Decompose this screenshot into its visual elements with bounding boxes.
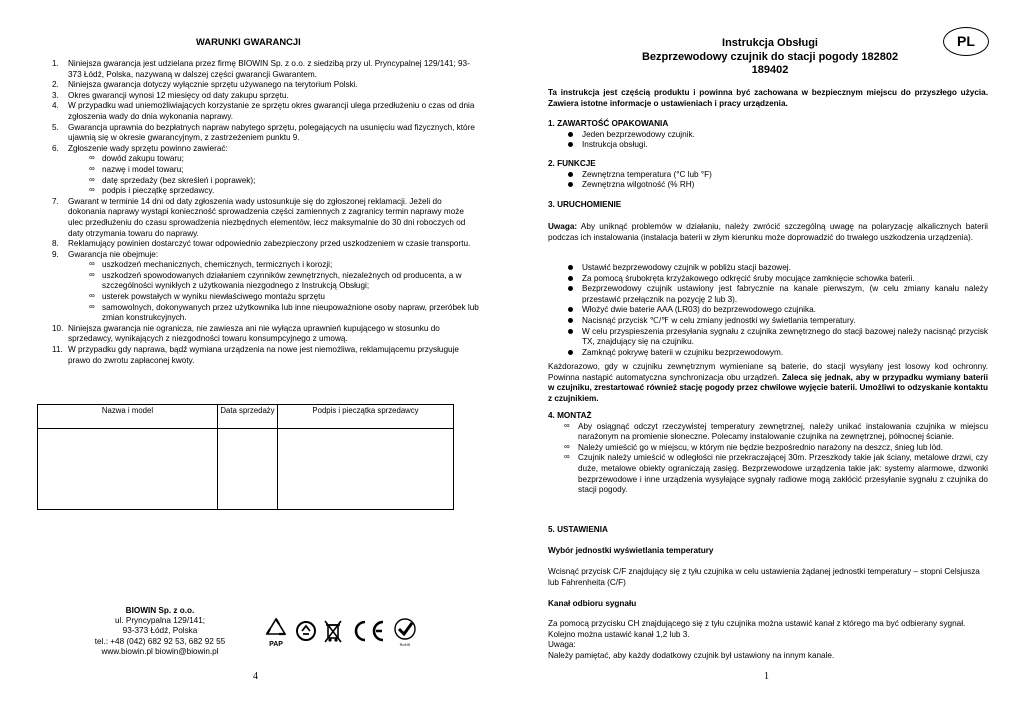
- section-functions: [548, 159, 988, 191]
- list-item: Instrukcja obsługi.: [568, 140, 988, 151]
- infinity-bullet-icon: ∞: [564, 441, 570, 451]
- sub-item: ∞ uszkodzeń spowodowanych działaniem czynników zewnętrznych, niezależnych od producenta, a w szczególności wynikłych z użytkowania niezgodnego z Instrukcją Obsługi;: [89, 269, 462, 291]
- date-cell[interactable]: [218, 429, 278, 510]
- infinity-bullet-icon: ∞: [89, 269, 95, 279]
- warranty-item: 3. Okres gwarancji wynosi 12 miesięcy od daty zakupu sprzętu.: [52, 90, 289, 100]
- weee-bin-icon: [323, 619, 343, 647]
- certification-icons: [263, 617, 417, 648]
- startup-steps: [548, 263, 988, 358]
- sub-item: ∞ nazwę i model towaru;: [89, 163, 184, 174]
- section-startup-title: 3. URUCHOMIENIE: [548, 200, 622, 209]
- section-mounting: [548, 411, 988, 496]
- exclusions-list: [68, 260, 480, 324]
- bullet-icon: [568, 318, 573, 323]
- infinity-bullet-icon: ∞: [89, 153, 95, 163]
- claim-requirements-list: [68, 154, 480, 196]
- sub-item: ∞ samowolnych, dokonywanych przez użytkownika lub inne nieupoważnione osoby napraw, przeróbek lub zmian konstrukcyjnych.: [89, 301, 479, 323]
- seller-form-table: [37, 404, 454, 510]
- list-item: ∞ Należy umieścić go w miejscu, w którym nie będzie bezpośrednio narażony na deszcz, śnieg lub lód.: [564, 441, 943, 452]
- sub-item: ∞ dowód zakupu towaru;: [89, 153, 184, 164]
- warranty-item: 10. Niniejsza gwarancja nie ogranicza, nie zawiesza ani nie wyłącza uprawnień kupującego w stosunku do sprzedawcy, wynikających z niezgodności towaru konsumpcyjnego z umową.: [52, 323, 440, 344]
- company-phone: tel.: +48 (042) 682 92 53, 682 92 55: [94, 636, 226, 646]
- company-web: www.biowin.pl biowin@biowin.pl: [101, 646, 219, 656]
- bullet-icon: [568, 329, 573, 334]
- intro-text: Ta instrukcja jest częścią produktu i powinna być zachowana w bezpiecznym miejscu do przyszłego użycia. Zawiera istotne informacje o ustawieniach i pracy urządzenia.: [548, 88, 988, 108]
- company-address: [70, 606, 250, 657]
- unit-text: Wcisnąć przycisk C/F znajdujący się z tyłu czujnika w celu ustawienia żądanej jednostki temperatury – stopni Celsjusza lub Fahrenheita (C/F): [548, 567, 980, 587]
- infinity-bullet-icon: ∞: [89, 163, 95, 173]
- warranty-item: 1. Niniejsza gwarancja jest udzielana przez firmę BIOWIN Sp. z o.o. z siedzibą przy ul. Pryncypalnej 129/141; 93-373 Łódź, Polska, nazywaną w dalszej części gwarancji Gwarantem.: [52, 59, 470, 79]
- bullet-icon: [568, 276, 573, 281]
- bullet-icon: [568, 172, 573, 177]
- manual-title: Instrukcja Obsługi Bezprzewodowy czujnik do stacji pogody 182802 189402: [641, 37, 899, 76]
- channel-text: Za pomocą przycisku CH znajdującego się z tyłu czujnika można ustawić kanał z którego ma być odbierany sygnał. Kolejno można ustawić kanał 1,2 lub 3. Uwaga: Należy pamiętać, aby każdy dodatkowy czujnik był ustawiony na innym kanale.: [548, 619, 966, 660]
- list-item: Włożyć dwie baterie AAA (LR03) do bezprzewodowego czujnika.: [568, 305, 988, 316]
- bullet-icon: [568, 142, 573, 147]
- ce-mark-icon: [349, 619, 387, 647]
- list-item: Zewnętrzna temperatura (°C lub °F): [568, 170, 988, 181]
- startup-warning: Uwaga: Aby uniknąć problemów w działaniu, należy zwrócić szczególną uwagę na polaryzację alkalicznych baterii podczas ich instalowania (instalacja baterii w złym kierunku może doprowadzić do trwałego uszkodzenia urządzenia).: [548, 222, 988, 242]
- bullet-icon: [568, 132, 573, 137]
- section-title: 1. ZAWARTOŚĆ OPAKOWANIA: [548, 119, 669, 128]
- sub-item: ∞ usterek powstałych w wyniku niewłaściwego montażu sprzętu: [89, 291, 325, 302]
- header-date: Data sprzedaży: [218, 405, 278, 429]
- unit-heading: Wybór jednostki wyświetlania temperatury: [548, 546, 714, 555]
- list-item: ∞ Czujnik należy umieścić w odległości nie przekraczającej 30m. Przeszkody takie jak ściany, metalowe drzwi, czy duże, metalowe obiekty ograniczają zasięg. Bezprzewodowe urządzenia takie jak: systemy alarmowe, dzwonki bezprzewodowe i inne urządzenia wysyłające sygnały radiowe mogą zakłócić przesyłanie sygnału z czujnika do stacji pogody.: [564, 452, 988, 495]
- section-title: 2. FUNKCJE: [548, 159, 596, 168]
- header-signature: Podpis i pieczątka sprzedawcy: [278, 405, 454, 429]
- bullet-icon: [568, 307, 573, 312]
- sub-item: ∞ podpis i pieczątkę sprzedawcy.: [89, 185, 215, 196]
- section-package: [548, 119, 988, 151]
- section-settings-title: 5. USTAWIENIA: [548, 525, 608, 534]
- model-cell[interactable]: [38, 429, 218, 510]
- warranty-item: 6. Zgłoszenie wady sprzętu powinno zawierać: ∞ dowód zakupu towaru; ∞ nazwę i model towaru; ∞ datę sprzedaży (bez skreśleń i poprawek); ∞ podpis i pieczątkę sprzedawcy.: [52, 144, 480, 197]
- list-item: Zamknąć pokrywę baterii w czujniku bezprzewodowym.: [568, 348, 988, 359]
- list-item: Za pomocą śrubokręta krzyżakowego odkręcić śruby mocujące zamknięcie schowka baterii.: [568, 274, 988, 285]
- signature-cell[interactable]: [278, 429, 454, 510]
- warranty-item: 8. Reklamujący powinien dostarczyć towar odpowiednio zabezpieczony przed uszkodzeniem w czasie transportu.: [52, 239, 471, 249]
- company-city: 93-373 Łódź, Polska: [122, 626, 198, 636]
- company-street: ul. Pryncypalna 129/141;: [114, 616, 206, 626]
- warranty-item: 9. Gwarancja nie obejmuje: ∞ uszkodzeń mechanicznych, chemicznych, termicznych i korozji; ∞ uszkodzeń spowodowanych działaniem czynników zewnętrznych, niezależnych od producenta, a w szczególności wynikłych z użytkowania niezgodnego z Instrukcją Obsługi; ∞ usterek powstałych w wyniku niewłaściwego montażu sprzętu ∞ samowolnych, dokonywanych przez użytkownika lub inne nieupoważnione osoby napraw, przeróbek lub zmian konstrukcyjnych.: [52, 249, 479, 323]
- recycling-icon: [295, 620, 317, 646]
- page-number: 4: [253, 671, 258, 682]
- battery-sync-note: Każdorazowo, gdy w czujniku zewnętrznym wymieniane są baterie, do stacji wysyłany jest losowy kod ochronny. Powinna nastąpić automatyczna synchronizacja obu urządzeń. Zaleca się jednak, aby w przypadku wymiany baterii w czujniku, zrestartować również stację pogody przez chwilowe wyjęcie baterii. Umożliwi to odzyskanie kontaktu z czujnikiem.: [548, 362, 988, 403]
- infinity-bullet-icon: ∞: [89, 259, 95, 269]
- warranty-item: 7. Gwarant w terminie 14 dni od daty zgłoszenia wady ustosunkuje się do zgłoszonej reklamacji. Jeżeli do dokonania naprawy wystąpi konieczność sprowadzenia części zamiennych z zagranicy termin naprawy może ulec przedłużeniu do czasu sprowadzenia niezbędnych elementów, lecz maksymalnie do 30 dni roboczych od daty otrzymania towaru do naprawy.: [52, 196, 466, 238]
- list-item: Zewnętrzna wilgotność (% RH): [568, 180, 988, 191]
- page-number: 1: [764, 671, 769, 682]
- infinity-bullet-icon: ∞: [564, 420, 570, 430]
- channel-heading: Kanał odbioru sygnału: [548, 599, 637, 608]
- list-item: Ustawić bezprzewodowy czujnik w pobliżu stacji bazowej.: [568, 263, 988, 274]
- sub-item: ∞ datę sprzedaży (bez skreśleń i poprawek);: [89, 174, 256, 185]
- company-name: BIOWIN Sp. z o.o.: [125, 606, 195, 615]
- list-item: W celu przyspieszenia przesyłania sygnału z czujnika zewnętrznego do stacji bazowej należy nacisnąć przycisk TX, znajdujący się na czujniku.: [568, 327, 988, 348]
- infinity-bullet-icon: ∞: [89, 301, 95, 311]
- header-model: Nazwa i model: [38, 405, 218, 429]
- list-item: Jeden bezprzewodowy czujnik.: [568, 130, 988, 141]
- warranty-item: 5. Gwarancja uprawnia do bezpłatnych napraw nabytego sprzętu, polegających na usunięciu wad fizycznych, które ujawnią się w okresie gwarancyjnym, z zastrzeżeniem punktu 9.: [52, 122, 475, 143]
- bullet-icon: [568, 182, 573, 187]
- infinity-bullet-icon: ∞: [564, 452, 570, 462]
- list-item: Nacisnąć przycisk ℃/℉ w celu zmiany jednostki wy świetlania temperatury.: [568, 316, 988, 327]
- infinity-bullet-icon: ∞: [89, 174, 95, 184]
- list-item: Bezprzewodowy czujnik ustawiony jest fabrycznie na kanale pierwszym, (w celu zmiany kanału należy przestawić przełącznik na pozycję 2 lub 3).: [568, 284, 988, 305]
- warranty-item: 11. W przypadku gdy naprawa, bądź wymiana urządzenia na nowe jest niemożliwa, reklamującemu przysługuje prawo do zwrotu zapłaconej kwoty.: [52, 345, 459, 365]
- pap-recycle-icon: PAP: [263, 617, 289, 648]
- rohs-check-icon: RoHS: [393, 618, 417, 648]
- warranty-list: [52, 59, 480, 366]
- bullet-icon: [568, 286, 573, 291]
- warranty-title: WARUNKI GWARANCJI: [196, 36, 301, 47]
- section-title: 4. MONTAŻ: [548, 411, 592, 420]
- warranty-item: 2. Niniejsza gwarancja dotyczy wyłącznie sprzętu używanego na terytorium Polski.: [52, 80, 358, 90]
- sub-item: ∞ uszkodzeń mechanicznych, chemicznych, termicznych i korozji;: [89, 259, 333, 270]
- warranty-item: 4. W przypadku wad uniemożliwiających korzystanie ze sprzętu okres gwarancji ulega przedłużeniu o czas od dnia zgłoszenia wady do dnia wykonania naprawy.: [52, 101, 475, 121]
- bullet-icon: [568, 350, 573, 355]
- infinity-bullet-icon: ∞: [89, 291, 95, 301]
- language-badge: PL: [943, 27, 989, 56]
- infinity-bullet-icon: ∞: [89, 185, 95, 195]
- list-item: ∞ Aby osiągnąć odczyt rzeczywistej temperatury zewnętrznej, należy unikać instalowania czujnika w miejscu narażonym na promienie słoneczne. Polecamy instalowanie czujnika na zewnętrznej, północnej ścianie.: [564, 420, 988, 442]
- bullet-icon: [568, 265, 573, 270]
